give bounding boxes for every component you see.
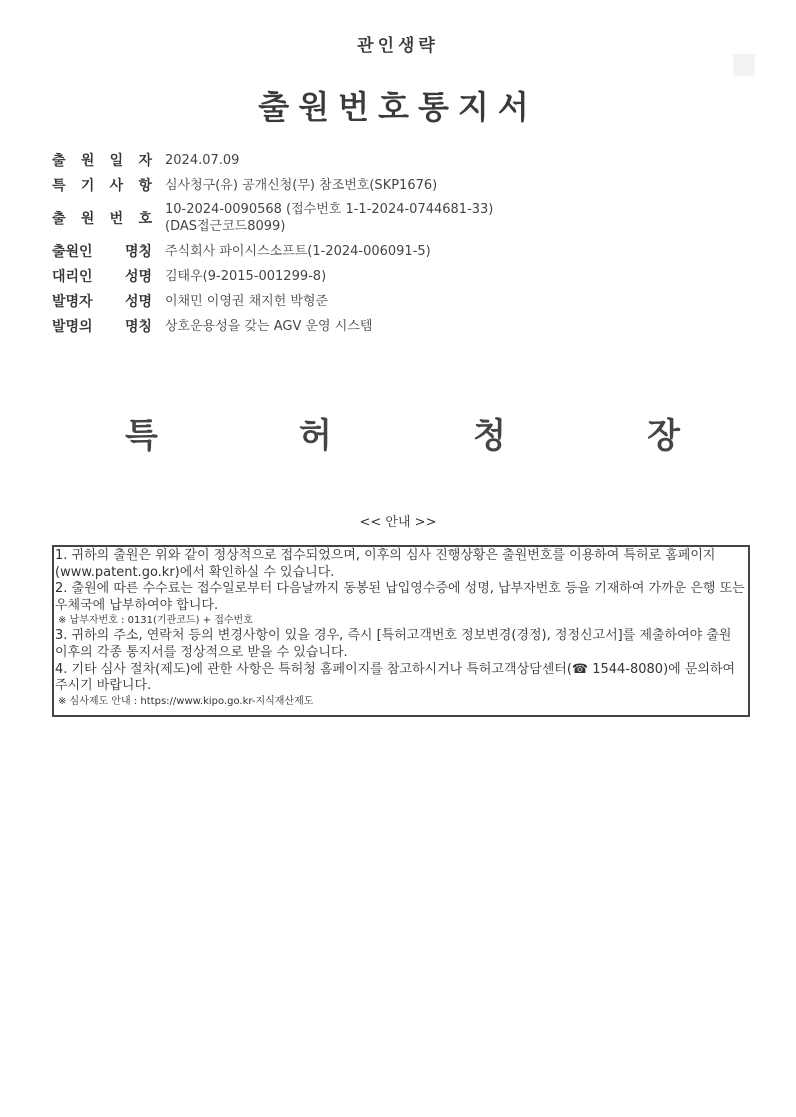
info-row-applicant bbox=[52, 241, 752, 261]
info-value: 심사청구(유) 공개신청(무) 참조번호(SKP1676) bbox=[165, 177, 438, 193]
seal-omitted-label: 관인생략 bbox=[357, 36, 439, 56]
commissioner-signature: 특 허 청 장 bbox=[125, 416, 680, 456]
info-value: 이채민 이영권 채지헌 박형준 bbox=[165, 293, 329, 309]
info-label: 출원인 명칭 bbox=[52, 244, 152, 260]
notice-note: ※ 심사제도 안내 : https://www.kipo.go.kr-지식재산제도 bbox=[58, 695, 314, 707]
info-label: 출 원 일 자 bbox=[52, 153, 152, 169]
notice-item: 2. 출원에 따른 수수료는 접수일로부터 다음날까지 동봉된 납입영수증에 성명, 납부자번호 등을 기재하여 가까운 은행 또는 우체국에 납부하여야 합니다. bbox=[55, 581, 745, 613]
info-row-agent bbox=[52, 266, 752, 286]
notice-item: 1. 귀하의 출원은 위와 같이 정상적으로 접수되었으며, 이후의 심사 진행상황은 출원번호를 이용하여 특허로 홈페이지(www.patent.go.kr)에서 확인하실 수 있습니다. bbox=[55, 548, 716, 580]
info-label: 대리인 성명 bbox=[52, 269, 152, 285]
das-code-line: (DAS접근코드8099) bbox=[165, 219, 286, 234]
notice-title: << 안내 >> bbox=[359, 515, 437, 530]
notice-item: 3. 귀하의 주소, 연락처 등의 변경사항이 있을 경우, 즉시 [특허고객번호 정보변경(경정), 정정신고서]를 제출하여야 출원 이후의 각종 통지서를 정상적으로 받을 수 있습니다. bbox=[55, 628, 732, 660]
info-value: 주식회사 파이시스소프트(1-2024-006091-5) bbox=[165, 243, 431, 259]
notice-note: ※ 납부자번호 : 0131(기관코드) + 접수번호 bbox=[58, 615, 253, 627]
info-row-inventors bbox=[52, 291, 752, 311]
application-info bbox=[52, 150, 752, 341]
application-number-line: 10-2024-0090568 (접수번호 1-1-2024-0744681-33) bbox=[165, 202, 494, 217]
info-label: 발명자 성명 bbox=[52, 294, 152, 310]
info-row-invention-title bbox=[52, 316, 752, 336]
info-value: 상호운용성을 갖는 AGV 운영 시스템 bbox=[165, 318, 373, 334]
document-title: 출원번호통지서 bbox=[258, 88, 538, 126]
info-label: 발명의 명칭 bbox=[52, 319, 152, 335]
info-row-filing-date bbox=[52, 150, 752, 170]
info-value: 김태우(9-2015-001299-8) bbox=[165, 268, 327, 284]
info-value bbox=[165, 201, 493, 235]
corner-mark bbox=[733, 54, 755, 76]
info-label: 특 기 사 항 bbox=[52, 178, 152, 194]
info-value: 2024.07.09 bbox=[165, 152, 240, 168]
notice-item: 4. 기타 심사 절차(제도)에 관한 사항은 특허청 홈페이지를 참고하시거나 특허고객상담센터(☎ 1544-8080)에 문의하여 주시기 바랍니다. bbox=[55, 661, 736, 694]
info-row-application-number bbox=[52, 200, 752, 236]
info-row-special-notes bbox=[52, 175, 752, 195]
notice-box bbox=[52, 545, 750, 717]
info-label: 출 원 번 호 bbox=[52, 211, 152, 227]
